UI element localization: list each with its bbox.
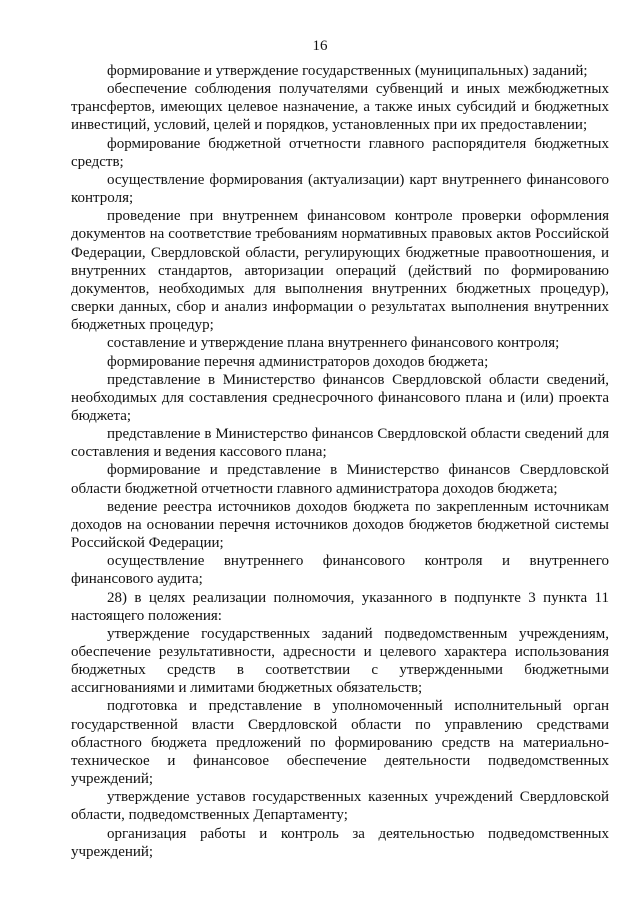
- body-text: [71, 62, 609, 861]
- paragraph: организация работы и контроль за деятельностью подведомственных учреждений;: [71, 825, 609, 860]
- paragraph: ведение реестра источников доходов бюджета по закрепленным источникам доходов на основании перечня источников доходов бюджетов бюджетной системы Российской Федерации;: [71, 498, 609, 552]
- paragraph: представление в Министерство финансов Свердловской области сведений, необходимых для составления среднесрочного финансового плана и (или) проекта бюджета;: [71, 371, 609, 424]
- paragraph: утверждение государственных заданий подведомственным учреждениям, обеспечение результативности, адресности и целевого характера использования бюджетных средств в соответствии с утвержденными бюджетными ассигнованиями и лимитами бюджетных обязательств;: [71, 625, 609, 697]
- paragraph: подготовка и представление в уполномоченный исполнительный орган государственной власти Свердловской области по управлению средствами областного бюджета предложений по формированию средств на материально-техническое и финансовое обеспечение деятельности подведомственных учреждений;: [71, 698, 609, 788]
- paragraph: осуществление внутреннего финансового контроля и внутреннего финансового аудита;: [71, 553, 609, 588]
- paragraph: составление и утверждение плана внутреннего финансового контроля;: [107, 335, 560, 352]
- paragraph: обеспечение соблюдения получателями субвенций и иных межбюджетных трансфертов, имеющих целевое назначение, а также иных субсидий и бюджетных инвестиций, условий, целей и порядков, установленных при их предоставлении;: [71, 81, 609, 134]
- paragraph: формирование бюджетной отчетности главного распорядителя бюджетных средств;: [71, 135, 609, 170]
- paragraph: формирование и представление в Министерство финансов Свердловской области бюджетной отчетности главного администратора доходов бюджета;: [71, 462, 609, 497]
- paragraph: формирование перечня администраторов доходов бюджета;: [107, 353, 489, 370]
- paragraph: 28) в целях реализации полномочия, указанного в подпункте 3 пункта 11 настоящего положения:: [71, 589, 609, 624]
- paragraph: утверждение уставов государственных казенных учреждений Свердловской области, подведомственных Департаменту;: [71, 789, 609, 824]
- paragraph: проведение при внутреннем финансовом контроле проверки оформления документов на соответствие требованиям нормативных правовых актов Российской Федерации, Свердловской области, регулирующих бюджетные правоотношения, и внутренних стандартов, авторизации операций (действий по формированию документов, необходимых для выполнения внутренних бюджетных процедур), сверки данных, сбор и анализ информации о результатах выполнения внутренних бюджетных процедур;: [71, 208, 609, 334]
- page-number: 16: [312, 38, 328, 54]
- paragraph: формирование и утверждение государственных (муниципальных) заданий;: [107, 63, 588, 79]
- paragraph: осуществление формирования (актуализации) карт внутреннего финансового контроля;: [71, 171, 609, 207]
- paragraph: представление в Министерство финансов Свердловской области сведений для составления и ведения кассового плана;: [71, 426, 609, 461]
